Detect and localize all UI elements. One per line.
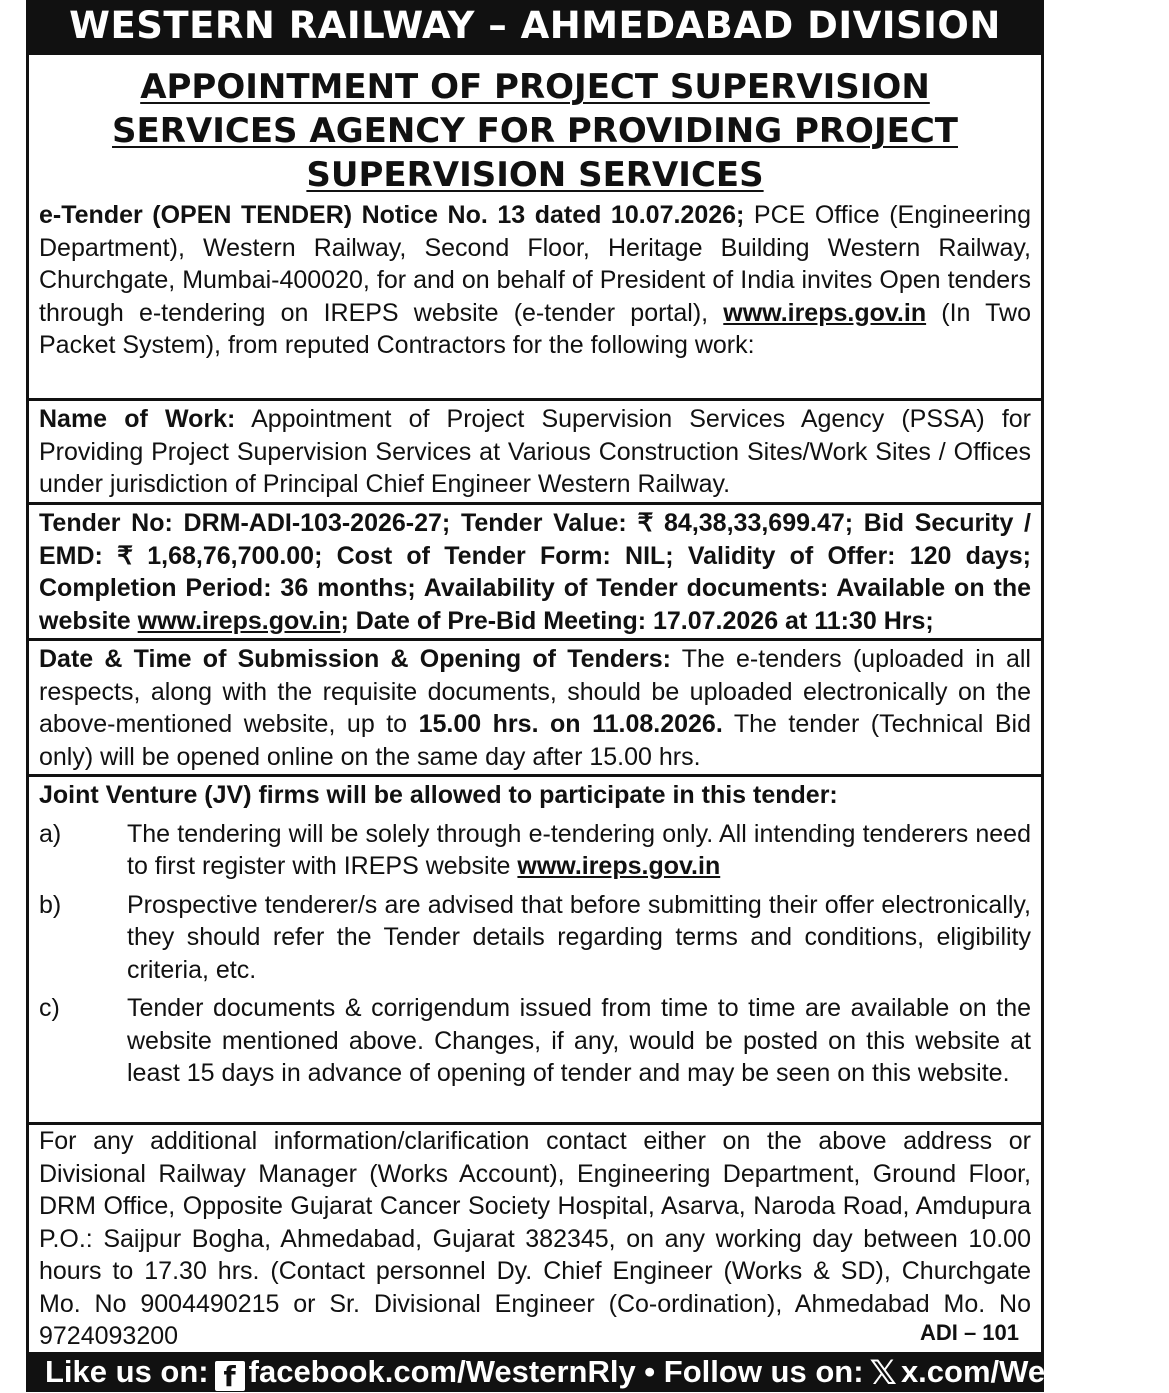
- ireps-link[interactable]: www.ireps.gov.in: [723, 298, 927, 327]
- tender-details-end: ; Date of Pre-Bid Meeting: 17.07.2026 at 11:30 Hrs;: [340, 606, 934, 635]
- intro-text: PCE Office (Engineering Department), Western Railway, Second Floor, Heritage Building Western Railway, Churchgate, Mumbai-400020, for and on behalf of President of India invites Open tenders through e-tendering on IREPS website (e-tender portal),: [39, 201, 1031, 327]
- submission-paragraph: [39, 643, 1031, 773]
- list-item: [39, 992, 1031, 1090]
- name-of-work: [39, 403, 1031, 501]
- list-item: [39, 889, 1031, 987]
- jv-heading: Joint Venture (JV) firms will be allowed to participate in this tender:: [39, 781, 838, 809]
- item-label: c): [39, 994, 60, 1022]
- submission-text: The e-tenders (uploaded in all respects, along with the requisite documents, should be uploaded electronically on the above-mentioned website, up to: [39, 645, 1031, 738]
- submission-label: Date & Time of Submission & Opening of Tenders:: [39, 645, 671, 673]
- follow-label: Follow us on:: [663, 1354, 864, 1389]
- jv-section: [29, 774, 1041, 1122]
- list-item: [39, 818, 1031, 883]
- social-footer: [29, 1352, 1169, 1393]
- name-of-work-text: Appointment of Project Supervision Services Agency (PSSA) for Providing Project Supervision Services at Various Construction Sites/Work Sites / Offices under jurisdiction of Principal Chief Engineer Western Railway.: [39, 405, 1032, 498]
- notice-title: [39, 65, 1031, 197]
- title-line: SUPERVISION SERVICES: [306, 155, 764, 195]
- item-text: Tender documents & corrigendum issued from time to time are available on the website mentioned above. Changes, if any, would be posted on this website at least 15 days in advance of opening of tender and may be seen on this website.: [127, 994, 1031, 1087]
- item-text: [127, 818, 1031, 883]
- ireps-link[interactable]: www.ireps.gov.in: [137, 606, 341, 635]
- item-label: b): [39, 890, 62, 919]
- intro-text-end: (In Two Packet System), from reputed Contractors for the following work:: [39, 298, 1031, 359]
- submission-deadline: 15.00 hrs. on 11.08.2026.: [418, 710, 723, 738]
- tender-details-text: Tender No: DRM-ADI-103-2026-27; Tender Value: ₹ 84,38,33,699.47; Bid Security / EMD: ₹ 1,68,76,700.00; Cost of Tender Form: NIL; Validity of Offer: 120 days; Completion Period: 36 months; Availability of Tender documents: Available on the website: [39, 509, 1031, 635]
- item-text: Prospective tenderer/s are advised that before submitting their offer electronically, they should refer the Tender details regarding terms and conditions, eligibility criteria, etc.: [127, 890, 1031, 984]
- tender-details: [39, 507, 1031, 637]
- contact-paragraph: For any additional information/clarification contact either on the above address or Divisional Railway Manager (Works Account), Engineering Department, Ground Floor, DRM Office, Opposite Gujarat Cancer Society Hospital, Asarva, Naroda Road, Amdupura P.O.: Saijpur Bogha, Ahmedabad, Gujarat 382345, on any working day between 10.00 hours to 17.30 hrs. (Contact personnel Dy. Chief Engineer (Works & SD), Churchgate Mo. No 9004490215 or Sr. Divisional Engineer (Co-ordination), Ahmedabad Mo. No 9724093200: [39, 1127, 1031, 1350]
- item-text-body: The tendering will be solely through e-tendering only. All intending tenderers need to first register with IREPS website: [127, 819, 1031, 880]
- tender-notice: [26, 0, 1169, 1393]
- reference-code: ADI – 101: [919, 1320, 1019, 1345]
- intro-paragraph: [39, 199, 1031, 362]
- item-label: a): [39, 819, 62, 848]
- name-of-work-label: Name of Work:: [39, 405, 236, 433]
- x-link[interactable]: x.com/WesternRly: [900, 1354, 1169, 1389]
- title-line: APPOINTMENT OF PROJECT SUPERVISION: [140, 67, 930, 107]
- division-header: WESTERN RAILWAY – AHMEDABAD DIVISION: [29, 0, 1041, 52]
- submission-section: [29, 638, 1041, 774]
- x-icon: 𝕏: [869, 1353, 897, 1393]
- separator: •: [635, 1354, 664, 1389]
- title-line: SERVICES AGENCY FOR PROVIDING PROJECT: [112, 111, 958, 151]
- facebook-icon: f: [215, 1361, 245, 1391]
- facebook-link[interactable]: facebook.com/WesternRly: [248, 1354, 636, 1389]
- tender-details-section: [29, 502, 1041, 638]
- like-label: Like us on:: [45, 1354, 209, 1389]
- submission-text-end: The tender (Technical Bid only) will be opened online on the same day after 15.00 hrs.: [39, 710, 1031, 771]
- intro-section: [29, 52, 1041, 398]
- name-of-work-section: [29, 398, 1041, 502]
- contact-section: [29, 1122, 1041, 1352]
- ireps-link[interactable]: www.ireps.gov.in: [517, 852, 721, 880]
- notice-number: e-Tender (OPEN TENDER) Notice No. 13 dated 10.07.2026;: [39, 201, 745, 229]
